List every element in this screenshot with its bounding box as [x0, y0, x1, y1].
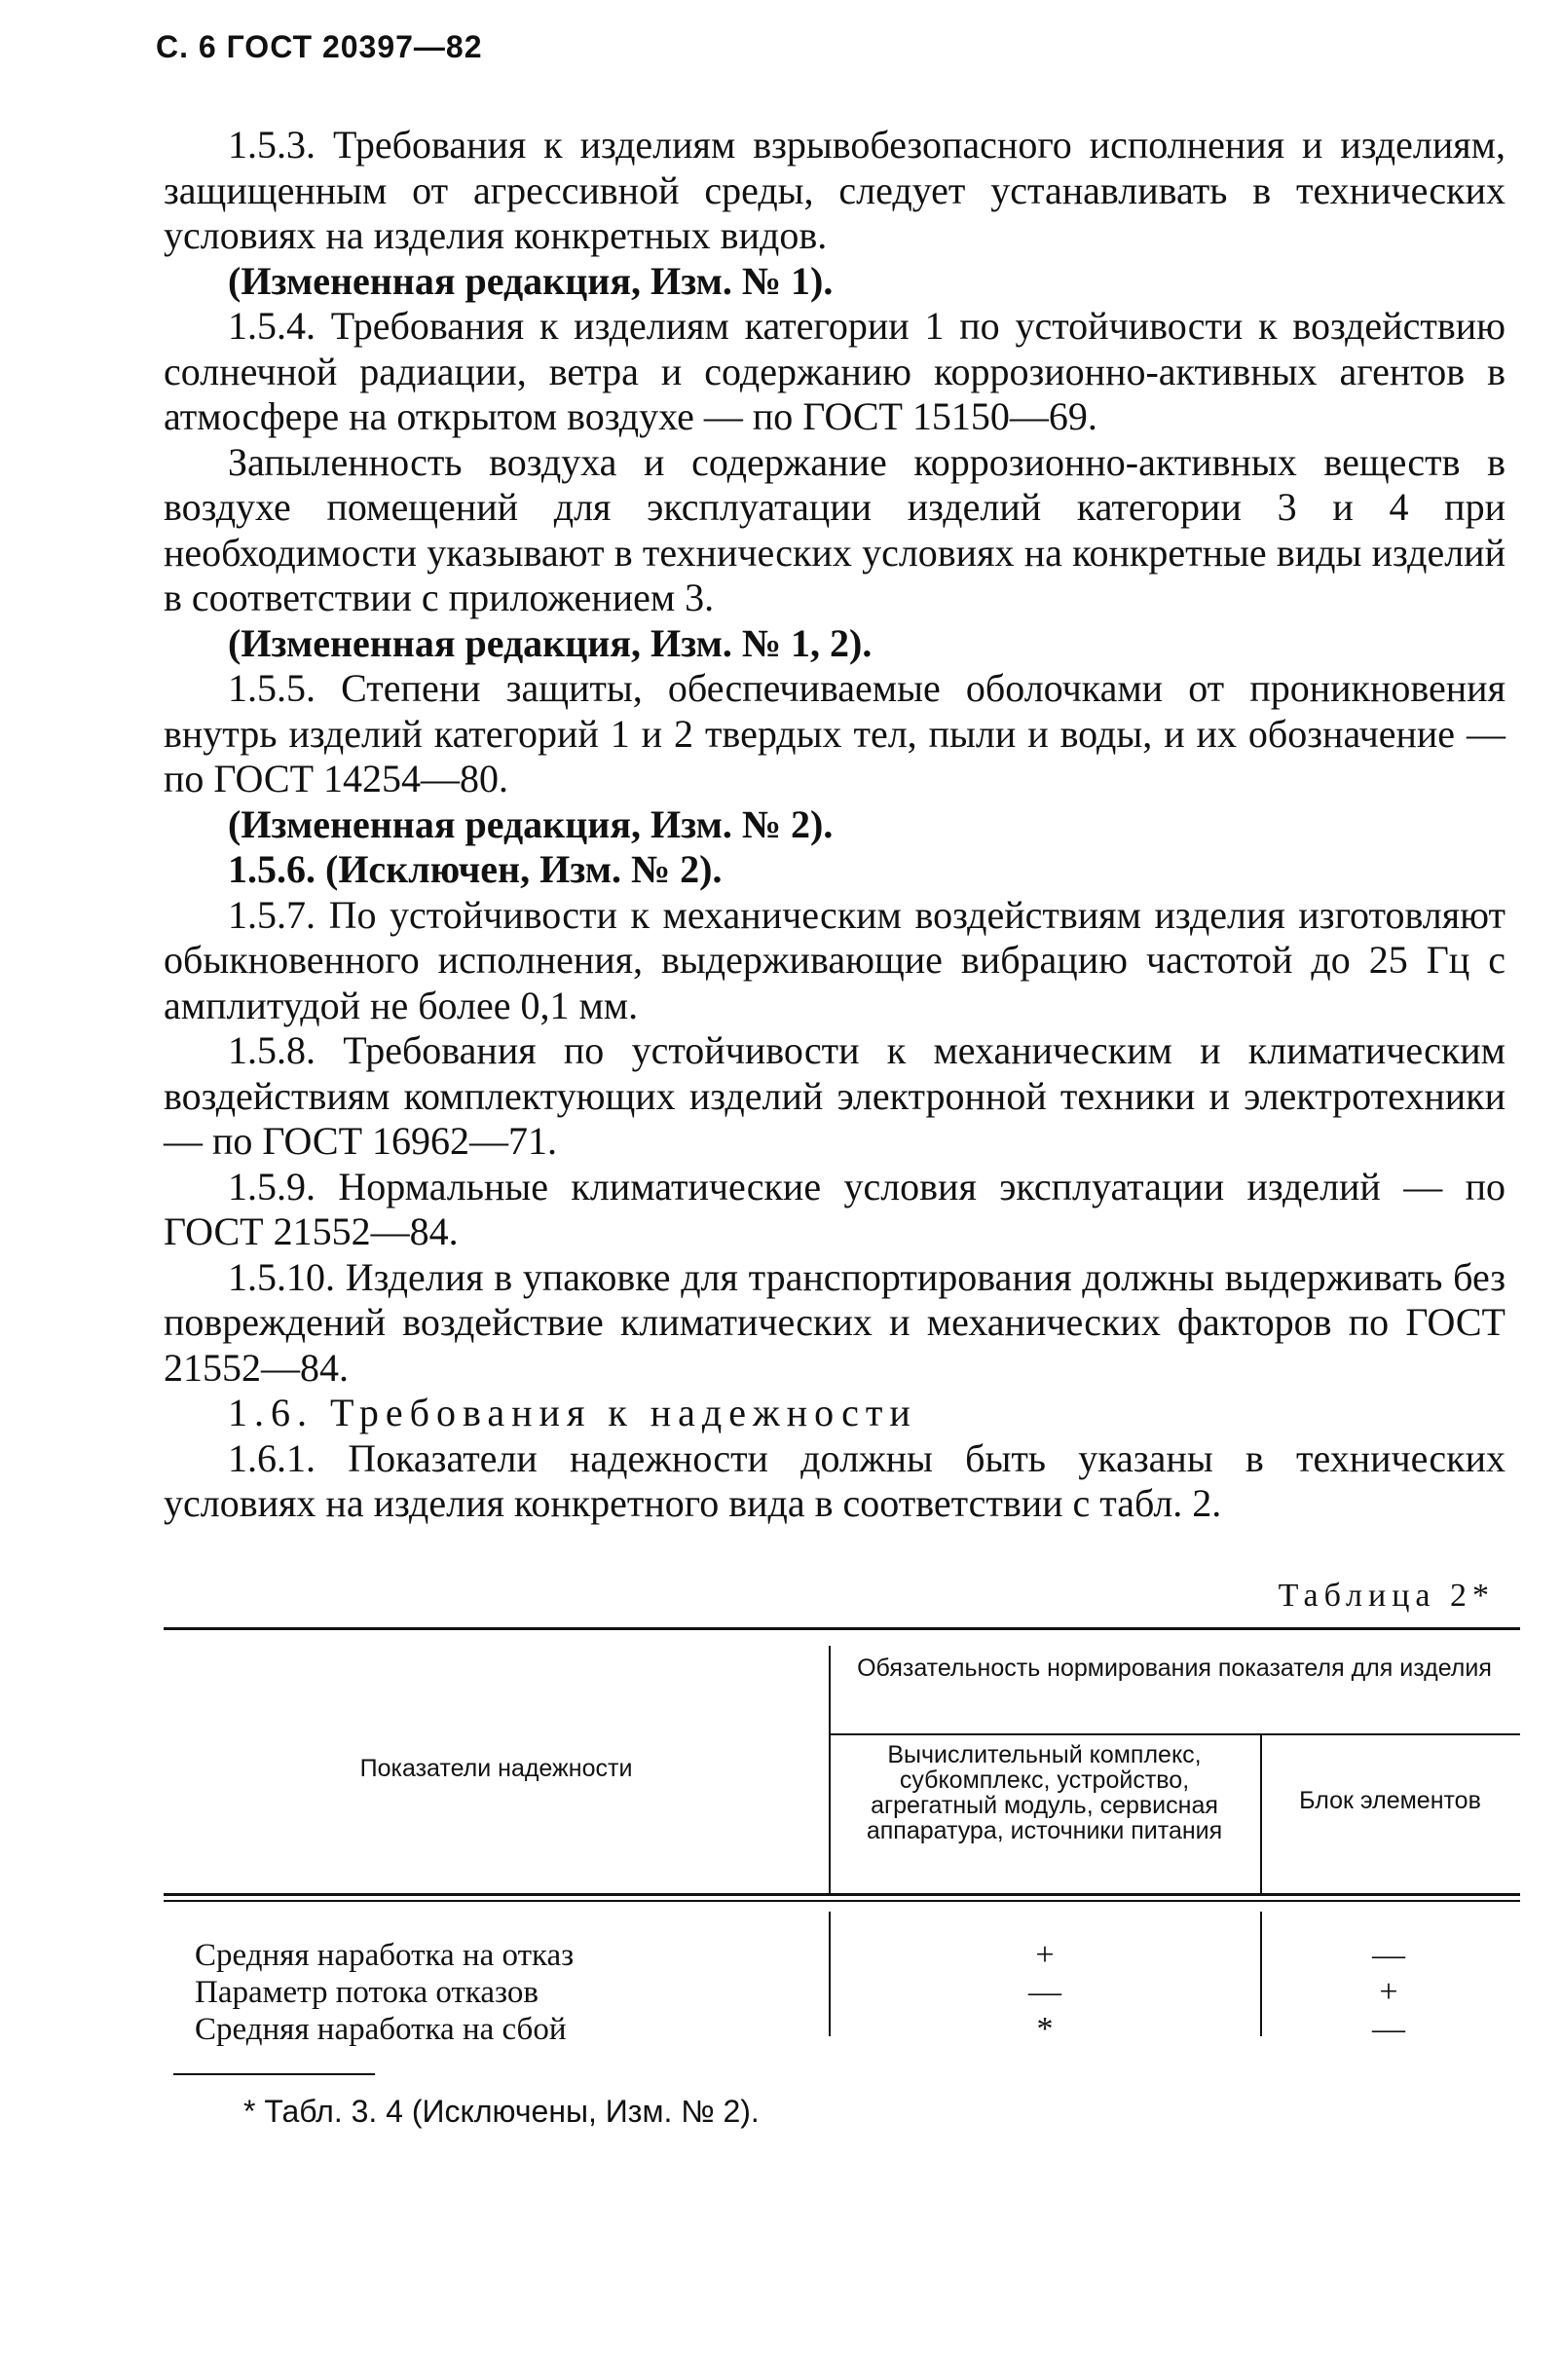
amendment-note: (Измененная редакция, Изм. № 1, 2).	[228, 620, 873, 665]
amendment-note: (Измененная редакция, Изм. № 1).	[228, 258, 834, 303]
paragraph-1-5-9: 1.5.9. Нормальные климатические условия эксплуатации изделий — по ГОСТ 21552—84.	[164, 1164, 1505, 1253]
paragraph-dust: Запыленность воздуха и содержание коррозионно-активных веществ в воздухе помещений для эксплуатации изделий категории 3 и 4 при необходимости указывают в технических условиях на конкретные виды изделий в соответствии с приложением 3.	[164, 439, 1505, 619]
table-group-rule	[829, 1733, 1520, 1735]
document-body	[164, 123, 1505, 1527]
table-cell-mark: +	[1379, 1974, 1398, 2010]
amendment-note: (Измененная редакция, Изм. № 2).	[228, 801, 834, 846]
table-row-label: Средняя наработка на отказ	[195, 1938, 575, 1973]
header-indicators: Показатели надежности	[359, 1755, 633, 1782]
section-heading-1-6: 1.6. Требования к надежности	[228, 1391, 917, 1434]
paragraph-1-5-3: 1.5.3. Требования к изделиям взрывобезопасного исполнения и изделиям, защищенным от агрессивной среды, следует устанавливать в технических условиях на изделия конкретных видов.	[164, 123, 1505, 257]
table-cell-mark: —	[1028, 1974, 1061, 2010]
paragraph-1-6-1: 1.6.1. Показатели надежности должны быть указаны в технических условиях на изделия конкретного вида в соответствии с табл. 2.	[164, 1435, 1505, 1525]
paragraph-1-5-10: 1.5.10. Изделия в упаковке для транспортирования должны выдерживать без повреждений воздействие климатических и механических факторов по ГОСТ 21552—84.	[164, 1254, 1505, 1390]
table-row-label: Параметр потока отказов	[195, 1975, 539, 2010]
table-cell-mark: —	[1372, 2011, 1405, 2047]
paragraph-1-5-4: 1.5.4. Требования к изделиям категории 1 по устойчивости к воздействию солнечной радиации, ветра и содержанию коррозионно-активных агентов в атмосфере на открытом воздухе — по ГОСТ 15150—69.	[164, 304, 1505, 438]
paragraph-1-5-8: 1.5.8. Требования по устойчивости к механическим и климатическим воздействиям комплектующих изделий электронной техники и электротехники — по ГОСТ 16962—71.	[164, 1028, 1505, 1163]
header-group: Обязательность нормирования показателя для изделия	[857, 1655, 1492, 1682]
page-header: С. 6 ГОСТ 20397—82	[156, 29, 483, 64]
table-header-rule	[164, 1893, 1520, 1896]
footnote-rule	[173, 2073, 375, 2075]
header-subcolumn-2: Блок элементов	[1299, 1787, 1481, 1814]
footnote: * Табл. 3. 4 (Исключены, Изм. № 2).	[243, 2094, 760, 2129]
table-cell-mark: *	[1036, 2011, 1054, 2047]
table-caption: Таблица 2*	[1278, 1578, 1495, 1614]
paragraph-1-5-5: 1.5.5. Степени защиты, обеспечиваемые оболочками от проникновения внутрь изделий категорий 1 и 2 твердых тел, пыли и воды, и их обозначение — по ГОСТ 14254—80.	[164, 666, 1505, 800]
table-divider	[1260, 1735, 1262, 1893]
table-divider	[1260, 1912, 1262, 2036]
paragraph-1-5-7: 1.5.7. По устойчивости к механическим воздействиям изделия изготовляют обыкновенного исполнения, выдерживающие вибрацию частотой до 25 Гц с амплитудой не более 0,1 мм.	[164, 892, 1505, 1027]
table-divider	[829, 1646, 831, 1893]
table-cell-mark: —	[1372, 1937, 1405, 1973]
paragraph-1-5-6: 1.5.6. (Исключен, Изм. № 2).	[228, 847, 723, 891]
table-cell-mark: +	[1035, 1937, 1055, 1973]
table-header-rule-2	[164, 1900, 1520, 1902]
header-subcolumn-1: Вычислительный комплекс, субкомплекс, устройство, агрегатный модуль, сервисная аппаратура, источники питания	[866, 1741, 1223, 1844]
table-top-rule	[164, 1627, 1520, 1630]
table-divider	[829, 1912, 831, 2036]
table-row-label: Средняя наработка на сбой	[195, 2012, 567, 2047]
